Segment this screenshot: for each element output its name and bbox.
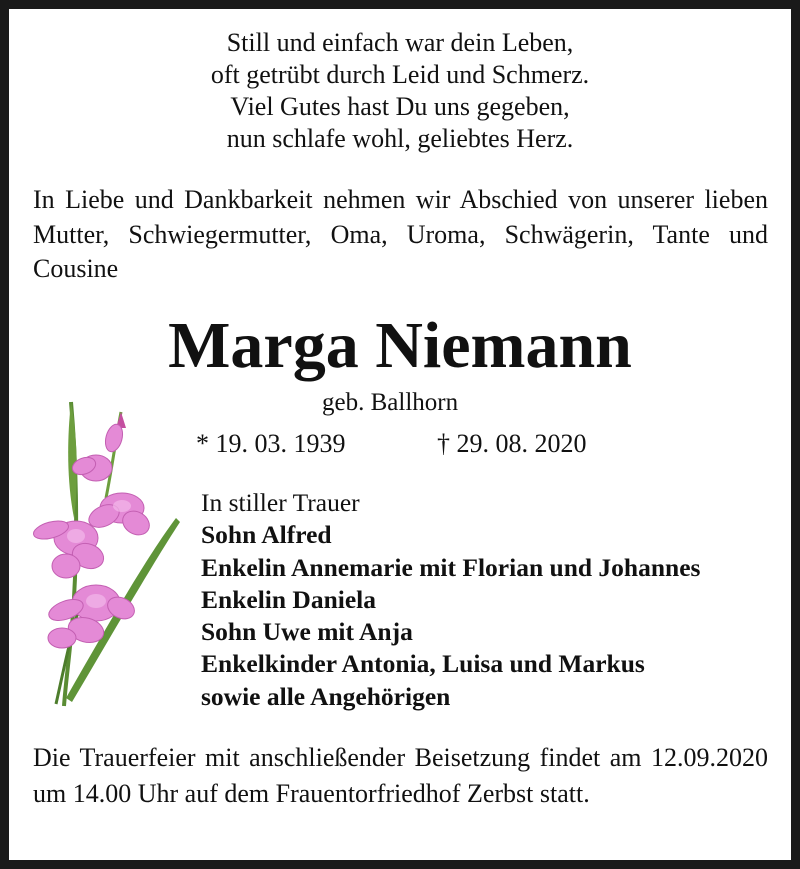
mourner-entry: Enkelin Annemarie mit Florian und Johannes [201,552,701,582]
deceased-name: Marga Niemann [168,309,632,382]
mourner-entry: sowie alle Angehörigen [201,681,451,711]
poem-line: oft getrübt durch Leid und Schmerz. [210,60,590,89]
gladiolus-flower-icon [26,398,191,710]
death-date: † 29. 08. 2020 [437,429,587,458]
mourner-entry: Sohn Alfred [201,520,332,550]
intro-text: In Liebe und Dankbarkeit nehmen wir Abschied von unserer lieben Mutter, Schwiegermutter, Oma, Uroma, Schwägerin, Tante und Cousine [33,185,768,283]
funeral-info: Die Trauerfeier mit anschließender Beisetzung findet am 12.09.2020 um 14.00 Uhr auf dem Frauentorfriedhof Zerbst statt. [33,743,768,808]
poem-line: nun schlafe wohl, geliebtes Herz. [226,124,574,153]
birth-date: * 19. 03. 1939 [196,429,346,458]
mourners-list [201,487,700,713]
birth-name: geb. Ballhorn [322,389,459,416]
mourner-entry: Sohn Uwe mit Anja [201,617,413,647]
poem [0,27,800,155]
mourners-heading: In stiller Trauer [201,488,360,517]
poem-line: Viel Gutes hast Du uns gegeben, [230,92,570,121]
poem-line: Still und einfach war dein Leben, [226,28,574,57]
mourner-entry: Enkelin Daniela [201,584,377,614]
mourner-entry: Enkelkinder Antonia, Luisa und Markus [201,649,645,679]
